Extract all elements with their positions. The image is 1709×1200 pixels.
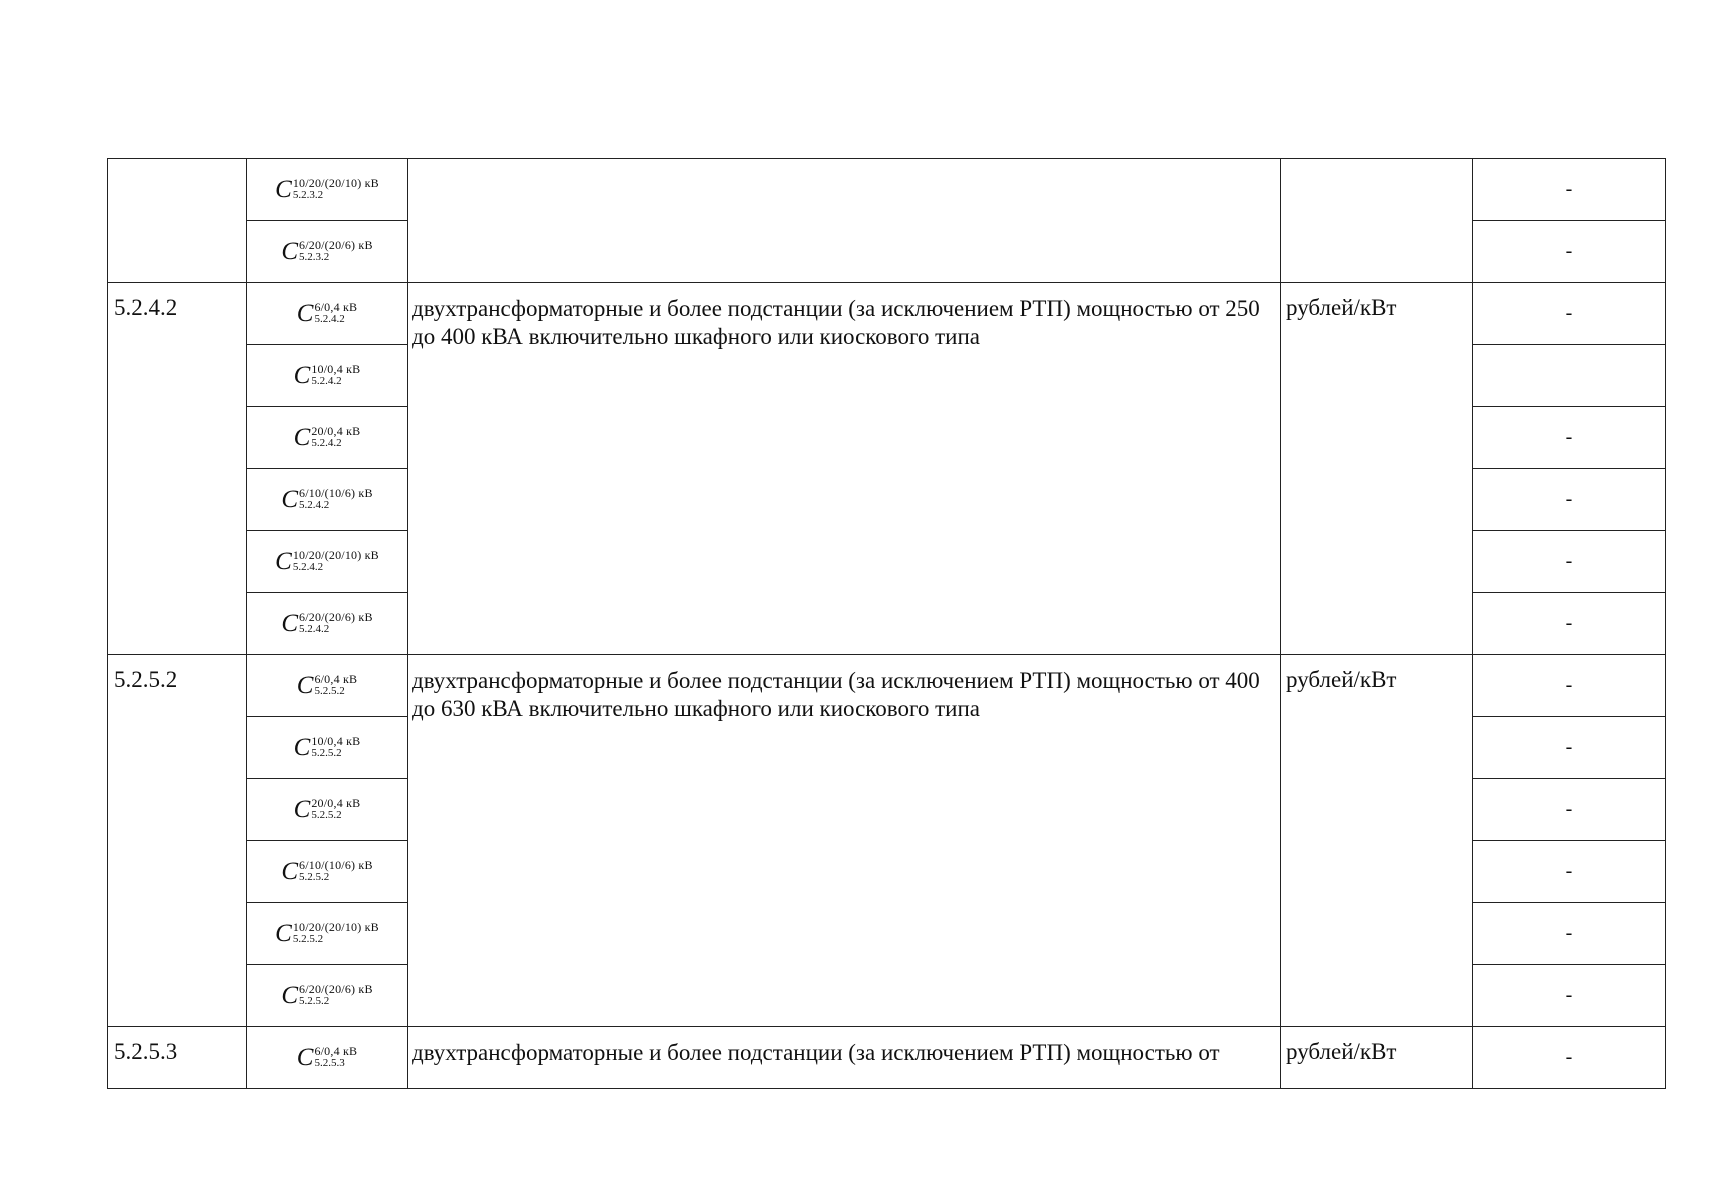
- rate-value: [1473, 345, 1666, 407]
- rate-symbol: C 6/20/(20/6) кВ 5.2.4.2: [247, 593, 408, 655]
- table-row: [108, 655, 1666, 717]
- rate-value: -: [1473, 221, 1666, 283]
- item-description: двухтрансформаторные и более подстанции (за исключением РТП) мощностью от 400 до 630 кВА включительно шкафного или киоскового типа: [408, 655, 1281, 1027]
- rate-symbol: C 10/0,4 кВ 5.2.5.2: [247, 717, 408, 779]
- item-unit: рублей/кВт: [1281, 283, 1473, 655]
- rate-value: -: [1473, 655, 1666, 717]
- item-description: [408, 159, 1281, 283]
- rate-value: -: [1473, 1027, 1666, 1089]
- rate-symbol: C 6/0,4 кВ 5.2.5.2: [247, 655, 408, 717]
- rate-value: -: [1473, 717, 1666, 779]
- rate-symbol: C 20/0,4 кВ 5.2.4.2: [247, 407, 408, 469]
- item-unit: рублей/кВт: [1281, 1027, 1473, 1089]
- rate-symbol: C 10/20/(20/10) кВ 5.2.3.2: [247, 159, 408, 221]
- rate-value: -: [1473, 841, 1666, 903]
- rate-symbol: C 20/0,4 кВ 5.2.5.2: [247, 779, 408, 841]
- rate-value: -: [1473, 283, 1666, 345]
- rate-symbol: C 10/20/(20/10) кВ 5.2.5.2: [247, 903, 408, 965]
- item-number: [108, 159, 247, 283]
- rate-value: -: [1473, 407, 1666, 469]
- table-row: [108, 159, 1666, 221]
- rate-symbol: C 6/20/(20/6) кВ 5.2.3.2: [247, 221, 408, 283]
- tariff-table: [107, 158, 1666, 1089]
- rate-symbol: C 6/0,4 кВ 5.2.4.2: [247, 283, 408, 345]
- item-unit: рублей/кВт: [1281, 655, 1473, 1027]
- table-row: [108, 283, 1666, 345]
- table-row: [108, 1027, 1666, 1089]
- item-number: 5.2.5.3: [108, 1027, 247, 1089]
- item-number: 5.2.4.2: [108, 283, 247, 655]
- rate-value: -: [1473, 593, 1666, 655]
- rate-value: -: [1473, 779, 1666, 841]
- rate-value: -: [1473, 469, 1666, 531]
- rate-value: -: [1473, 159, 1666, 221]
- rate-symbol: C 10/0,4 кВ 5.2.4.2: [247, 345, 408, 407]
- item-number: 5.2.5.2: [108, 655, 247, 1027]
- rate-value: -: [1473, 531, 1666, 593]
- rate-symbol: C 6/0,4 кВ 5.2.5.3: [247, 1027, 408, 1089]
- item-description: двухтрансформаторные и более подстанции (за исключением РТП) мощностью от: [408, 1027, 1281, 1089]
- rate-symbol: C 6/10/(10/6) кВ 5.2.5.2: [247, 841, 408, 903]
- item-unit: [1281, 159, 1473, 283]
- rate-symbol: C 6/10/(10/6) кВ 5.2.4.2: [247, 469, 408, 531]
- item-description: двухтрансформаторные и более подстанции (за исключением РТП) мощностью от 250 до 400 кВА включительно шкафного или киоскового типа: [408, 283, 1281, 655]
- rate-value: -: [1473, 903, 1666, 965]
- rate-value: -: [1473, 965, 1666, 1027]
- rate-symbol: C 6/20/(20/6) кВ 5.2.5.2: [247, 965, 408, 1027]
- rate-symbol: C 10/20/(20/10) кВ 5.2.4.2: [247, 531, 408, 593]
